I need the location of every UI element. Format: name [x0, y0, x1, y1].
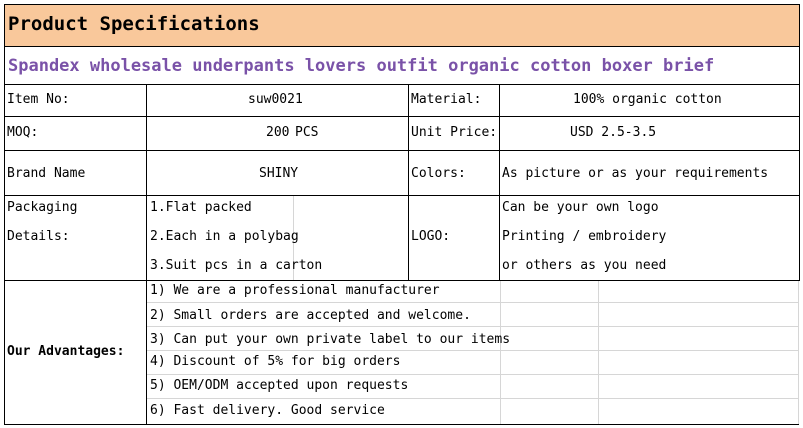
packaging-label: Packaging [7, 200, 78, 215]
border-line [4, 424, 147, 425]
border-line [4, 4, 800, 5]
grid-line [798, 280, 799, 424]
unit-price-value: USD 2.5-3.5 [570, 125, 657, 140]
brand-value: SHINY [259, 166, 299, 181]
brand-label: Brand Name [7, 166, 86, 181]
details-label: Details: [7, 229, 70, 244]
grid-line [146, 374, 798, 375]
item-no-value: suw0021 [248, 92, 303, 107]
border-line [4, 150, 800, 151]
border-line [408, 84, 409, 281]
grid-line [146, 326, 798, 327]
logo-item: or others as you need [502, 258, 667, 273]
advantage-item: 4) Discount of 5% for big orders [150, 354, 401, 369]
border-line [499, 84, 500, 281]
advantage-item: 2) Small orders are accepted and welcome. [150, 308, 471, 323]
grid-line [146, 350, 798, 351]
moq-value: 200 [266, 125, 290, 140]
colors-value: As picture or as your requirements [502, 166, 769, 181]
material-label: Material: [411, 92, 482, 107]
border-line [146, 84, 147, 425]
logo-item: Can be your own logo [502, 200, 659, 215]
advantage-item: 1) We are a professional manufacturer [150, 283, 440, 298]
border-line [4, 280, 800, 281]
grid-line [146, 302, 798, 303]
advantage-item: 3) Can put your own private label to our items [150, 332, 511, 347]
product-subtitle: Spandex wholesale underpants lovers outfit organic cotton boxer brief [8, 56, 715, 76]
border-line [4, 84, 800, 85]
colors-label: Colors: [411, 166, 466, 181]
logo-item: Printing / embroidery [502, 229, 667, 244]
advantage-item: 5) OEM/ODM accepted upon requests [150, 378, 409, 393]
material-value: 100% organic cotton [573, 92, 722, 107]
packaging-item: 1.Flat packed [150, 200, 252, 215]
moq-label: MOQ: [7, 125, 39, 140]
packaging-item: 2.Each in a polybag [150, 229, 299, 244]
moq-unit: PCS [295, 125, 319, 140]
packaging-item: 3.Suit pcs in a carton [150, 258, 323, 273]
advantages-label: Our Advantages: [7, 344, 125, 359]
page-title: Product Specifications [8, 13, 260, 35]
border-line [4, 4, 5, 425]
border-line [799, 4, 800, 281]
border-line [146, 424, 799, 425]
border-line [4, 195, 800, 196]
item-no-label: Item No: [7, 92, 70, 107]
border-line [4, 116, 800, 117]
logo-label: LOGO: [411, 229, 451, 244]
border-line [4, 46, 800, 47]
unit-price-label: Unit Price: [411, 125, 498, 140]
grid-line [146, 398, 798, 399]
advantage-item: 6) Fast delivery. Good service [150, 403, 385, 418]
